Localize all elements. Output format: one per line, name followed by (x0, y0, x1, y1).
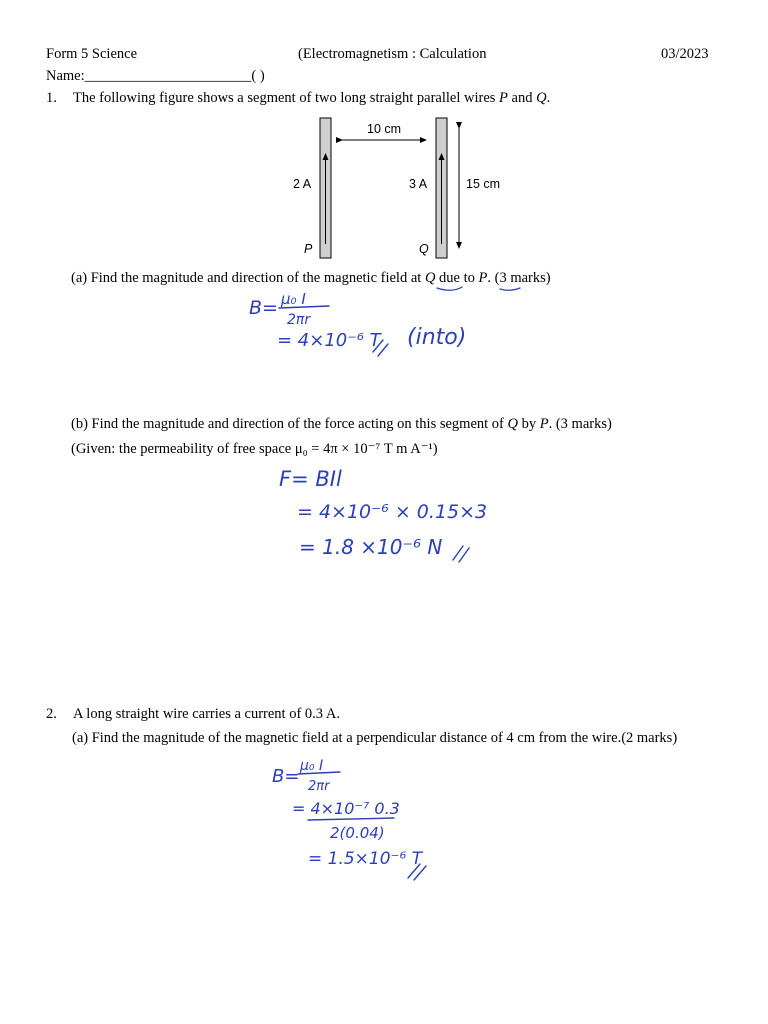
hw-b-line2: = 4×10⁻⁶ × 0.15×3 (297, 501, 488, 523)
label-current-p: 2 A (293, 177, 312, 191)
q2-stem: A long straight wire carries a current of 0.3 A. (73, 706, 340, 722)
hw-q2-den: 2πr (308, 779, 330, 794)
hw-q2-line2-num: = 4×10⁻⁷ 0.3 (292, 799, 400, 818)
label-length: 15 cm (466, 177, 501, 191)
q1b-handwritten-answer (275, 460, 495, 570)
q1a-handwritten-answer (245, 282, 505, 362)
hw-a-den: 2πr (287, 312, 311, 328)
hw-q2-line2-den: 2(0.04) (330, 824, 385, 842)
hw-b-line1: F= BIl (279, 467, 342, 491)
label-distance: 10 cm (367, 122, 402, 136)
hw-a-result: = 4×10⁻⁶ T (277, 330, 381, 351)
hw-q2-lhs: B= (272, 766, 300, 787)
hw-a-lhs: B= (249, 297, 278, 319)
q1b-text: (b) Find the magnitude and direction of the force acting on this segment of Q by P. (3 marks) (71, 416, 612, 432)
hw-a-direction: (into) (407, 325, 467, 350)
name-line: Name:_______________________( ) (46, 68, 265, 84)
hw-a-num: μ₀ I (281, 290, 306, 308)
header-date: 03/2023 (661, 46, 709, 62)
q1b-given: (Given: the permeability of free space μ₀ = 4π × 10⁻⁷ T m A⁻¹) (71, 441, 438, 457)
q1a-text: (a) Find the magnitude and direction of the magnetic field at Q due to P. (3 marks) (71, 270, 551, 286)
header-topic: (Electromagnetism : Calculation (298, 46, 487, 62)
label-wire-q: Q (419, 242, 429, 256)
q1-number: 1. (46, 90, 57, 106)
q2a-text: (a) Find the magnitude of the magnetic field at a perpendicular distance of 4 cm from the wire.(2 marks) (72, 730, 678, 746)
q2-number: 2. (46, 706, 57, 722)
label-current-q: 3 A (409, 177, 428, 191)
hw-b-line3: = 1.8 ×10⁻⁶ N (299, 535, 443, 559)
q1-stem: The following figure shows a segment of two long straight parallel wires P and Q. (73, 90, 551, 106)
header-course: Form 5 Science (46, 46, 138, 62)
hw-q2-line3: = 1.5×10⁻⁶ T (308, 849, 423, 869)
q2a-handwritten-answer (268, 752, 468, 882)
hw-q2-num: μ₀ I (300, 758, 324, 774)
label-wire-p: P (304, 242, 313, 256)
q1a-underlines (0, 0, 768, 300)
